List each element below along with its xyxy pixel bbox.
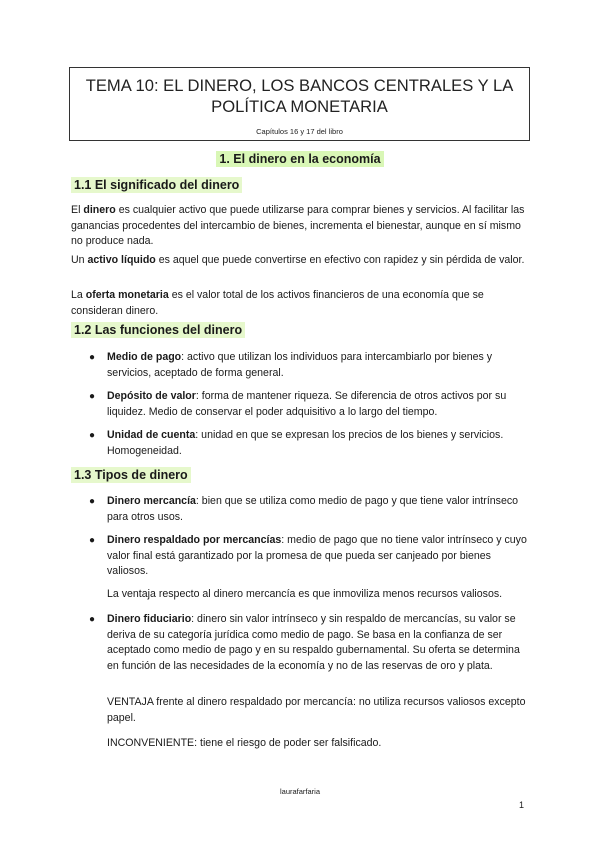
- list-item-unidad-de-cuenta: Unidad de cuenta: unidad en que se expresan los precios de los bienes y servicios. Homogeneidad.: [107, 429, 504, 457]
- page-number: 1: [519, 800, 525, 810]
- paragraph-activo-liquido: Un activo líquido es aquel que puede convertirse en efectivo con rapidez y sin pérdida de valor.: [71, 254, 525, 266]
- document-title: TEMA 10: EL DINERO, LOS BANCOS CENTRALES Y LA POLÍTICA MONETARIA: [85, 76, 514, 116]
- bullet-icon: ●: [89, 535, 96, 546]
- list-item-medio-de-pago: Medio de pago: activo que utilizan los individuos para intercambiarlo por bienes y servicios, aceptado de forma general.: [107, 351, 493, 379]
- footer-author: laurafarfaria: [279, 787, 321, 796]
- bullet-icon: ●: [89, 614, 96, 625]
- document-subtitle: Capítulos 16 y 17 del libro: [256, 127, 343, 136]
- list-item-deposito-de-valor: Depósito de valor: forma de mantener riqueza. Se diferencia de otros activos por su liquidez. Medio de conservar el poder adquisitivo a lo largo del tiempo.: [107, 390, 507, 418]
- bullet-icon: ●: [89, 430, 96, 441]
- note-inconveniente: INCONVENIENTE: tiene el riesgo de poder ser falsificado.: [107, 737, 382, 749]
- term-activo-liquido: activo líquido: [87, 254, 156, 266]
- note-respaldado: La ventaja respecto al dinero mercancía es que inmoviliza menos recursos valiosos.: [107, 588, 503, 600]
- bullet-icon: ●: [89, 496, 96, 507]
- section-1-heading: [0, 150, 600, 168]
- paragraph-oferta-monetaria: La oferta monetaria es el valor total de los activos financieros de una economía que se consideran dinero.: [71, 289, 484, 317]
- bullet-icon: ●: [89, 391, 96, 402]
- term-dinero: dinero: [83, 204, 116, 216]
- list-item-dinero-fiduciario: Dinero fiduciario: dinero sin valor intrínseco y sin respaldo de mercancías, su valor se deriva de su categoría jurídica como medio de pago. Se basa en la confianza de ser aceptado como medio de pago y en su respaldo gubernamental. Su oferta se determina en función de las necesidades de la economía y no de las reservas de oro y plata.: [107, 613, 520, 672]
- section-1-title: 1. El dinero en la economía: [216, 151, 383, 167]
- list-item-dinero-mercancia: Dinero mercancía: bien que se utiliza como medio de pago y que tiene valor intrínseco para otros usos.: [107, 495, 519, 523]
- note-ventaja: VENTAJA frente al dinero respaldado por mercancía: no utiliza recursos valiosos excepto papel.: [107, 696, 526, 724]
- title-box: [69, 67, 530, 141]
- term-oferta-monetaria: oferta monetaria: [85, 289, 169, 301]
- bullet-icon: ●: [89, 352, 96, 363]
- section-1-1-heading: 1.1 El significado del dinero: [71, 177, 242, 193]
- section-1-3-heading: 1.3 Tipos de dinero: [71, 467, 191, 483]
- list-item-dinero-respaldado: Dinero respaldado por mercancías: medio de pago que no tiene valor intrínseco y cuyo valor final está garantizado por la promesa de que pueda ser canjeado por bienes valiosos.: [107, 534, 527, 577]
- section-1-2-heading: 1.2 Las funciones del dinero: [71, 322, 245, 338]
- paragraph-dinero: El dinero es cualquier activo que puede utilizarse para comprar bienes y servicios. Al facilitar las ganancias procedentes del intercambio de bienes, incrementa el bienestar, aunque en sí mismo no produce nada.: [71, 204, 525, 247]
